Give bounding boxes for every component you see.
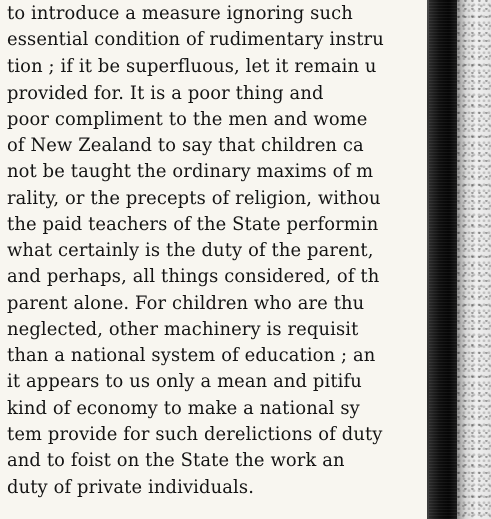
article-line-1: to introduce a measure ignoring such [7, 2, 353, 24]
article-line-8: rality, or the precepts of religion, withou [7, 187, 381, 209]
article-line-17: tem provide for such derelictions of duty [7, 423, 383, 445]
scan-gutter-shadow [429, 0, 457, 519]
article-line-9: the paid teachers of the State performin [7, 213, 379, 235]
article-line-7: not be taught the ordinary maxims of m [7, 160, 374, 182]
article-line-5: poor compliment to the men and wome [7, 108, 368, 130]
article-line-13: neglected, other machinery is requisit [7, 318, 359, 340]
article-line-18: and to foist on the State the work an [7, 449, 345, 471]
article-line-11: and perhaps, all things considered, of th [7, 265, 380, 287]
article-column [3, 0, 427, 519]
article-line-19: duty of private individuals. [7, 476, 255, 498]
article-line-6: of New Zealand to say that children ca [7, 134, 364, 156]
article-line-16: kind of economy to make a national sy [7, 397, 360, 419]
article-line-2: essential condition of rudimentary instru [7, 28, 384, 50]
adjacent-column-speckle [457, 0, 491, 519]
article-line-12: parent alone. For children who are thu [7, 292, 365, 314]
article-line-10: what certainly is the duty of the parent, [7, 239, 374, 261]
article-line-15: it appears to us only a mean and pitifu [7, 370, 362, 392]
article-line-4: provided for. It is a poor thing and [7, 82, 324, 104]
article-line-3: tion ; if it be superfluous, let it remain u [7, 55, 377, 77]
article-line-14: than a national system of education ; an [7, 344, 376, 366]
